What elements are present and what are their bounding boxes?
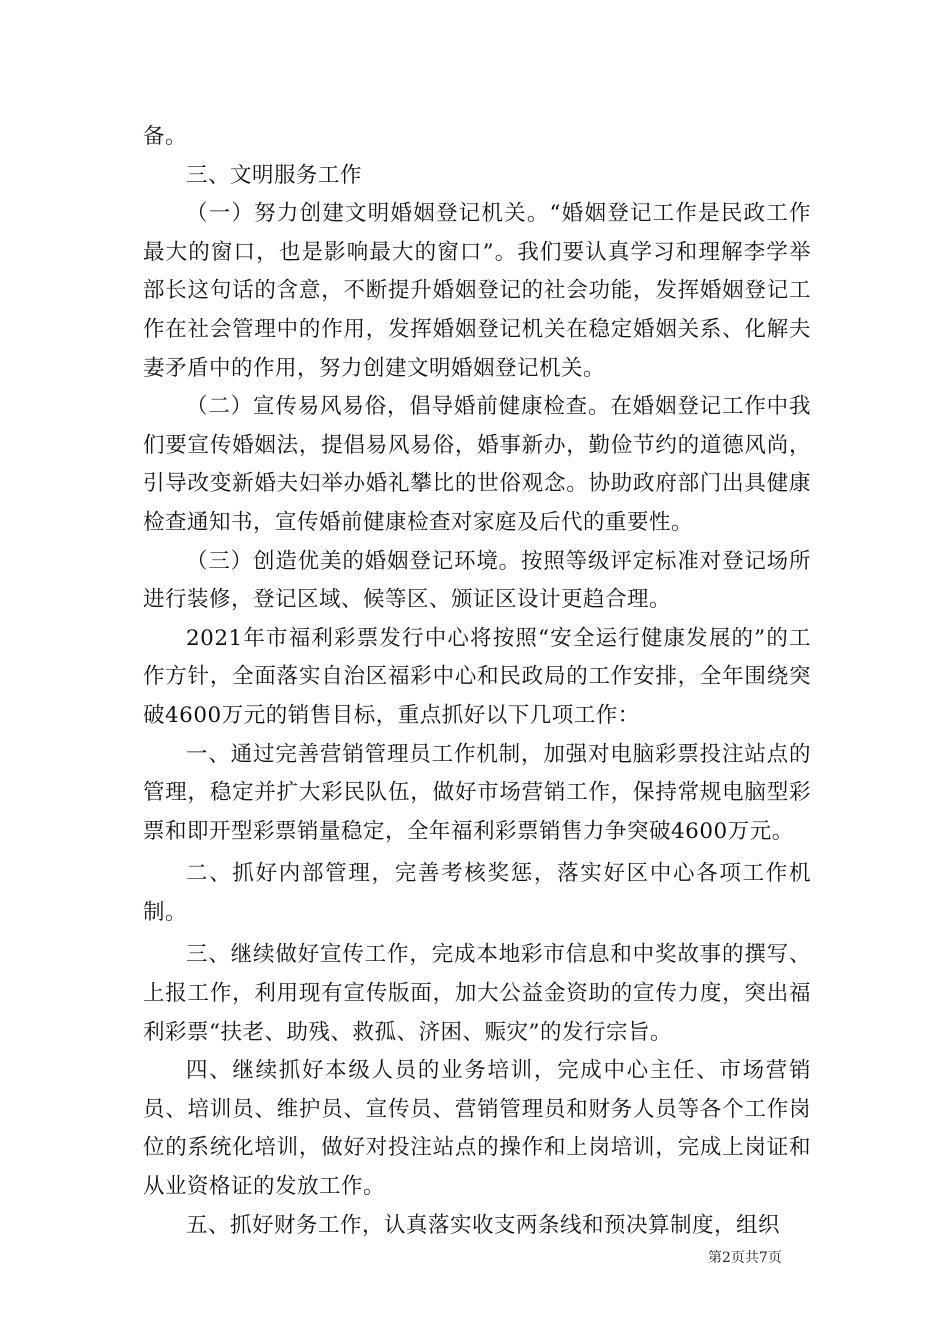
paragraph-item-three: 三、继续做好宣传工作，完成本地彩市信息和中奖故事的撰写、上报工作，利用现有宣传版面，加大公益金资助的宣传力度，突出福利彩票“扶老、助残、救孤、济困、赈灾”的发行宗旨。 <box>143 942 811 1045</box>
document-body <box>143 118 811 1245</box>
paragraph-item-two: 二、抓好内部管理，完善考核奖惩，落实好区中心各项工作机制。 <box>143 861 811 925</box>
page-number: 第2页共7页 <box>708 1250 782 1266</box>
paragraph-item-one: 一、通过完善营销管理员工作机制，加强对电脑彩票投注站点的管理，稳定并扩大彩民队伍，做好市场营销工作，保持常规电脑型彩票和即开型彩票销量稳定，全年福利彩票销售力争突破4600万元。 <box>143 741 811 844</box>
paragraph-lottery-intro: 2021年市福利彩票发行中心将按照“安全运行健康发展的”的工作方针，全面落实自治区福彩中心和民政局的工作安排，全年围绕突破4600万元的销售目标，重点抓好以下几项工作： <box>143 625 811 728</box>
paragraph-item-four: 四、继续抓好本级人员的业务培训，完成中心主任、市场营销员、培训员、维护员、宣传员、营销管理员和财务人员等各个工作岗位的系统化培训，做好对投注站点的操作和上岗培训，完成上岗证和从业资格证的发放工作。 <box>143 1058 811 1200</box>
paragraph-continuation: 备。 <box>143 124 188 149</box>
paragraph-civil-registry: （一）努力创建文明婚姻登记机关。“婚姻登记工作是民政工作最大的窗口，也是影响最大的窗口”。我们要认真学习和理解李学举部长这句话的含意，不断提升婚姻登记的社会功能，发挥婚姻登记工作在社会管理中的作用，发挥婚姻登记机关在稳定婚姻关系、化解夫妻矛盾中的作用，努力创建文明婚姻登记机关。 <box>143 201 811 381</box>
paragraph-registry-environment: （三）创造优美的婚姻登记环境。按照等级评定标准对登记场所进行装修，登记区域、候等区、颁证区设计更趋合理。 <box>143 548 811 613</box>
paragraph-item-five: 五、抓好财务工作，认真落实收支两条线和预决算制度，组织 <box>186 1212 781 1238</box>
section-heading-civil-service: 三、文明服务工作 <box>186 162 363 188</box>
paragraph-customs-health-check: （二）宣传易风易俗，倡导婚前健康检查。在婚姻登记工作中我们要宣传婚姻法，提倡易风易俗，婚事新办，勤俭节约的道德风尚，引导改变新婚夫妇举办婚礼攀比的世俗观念。协助政府部门出具健康检查通知书，宣传婚前健康检查对家庭及后代的重要性。 <box>143 394 811 535</box>
